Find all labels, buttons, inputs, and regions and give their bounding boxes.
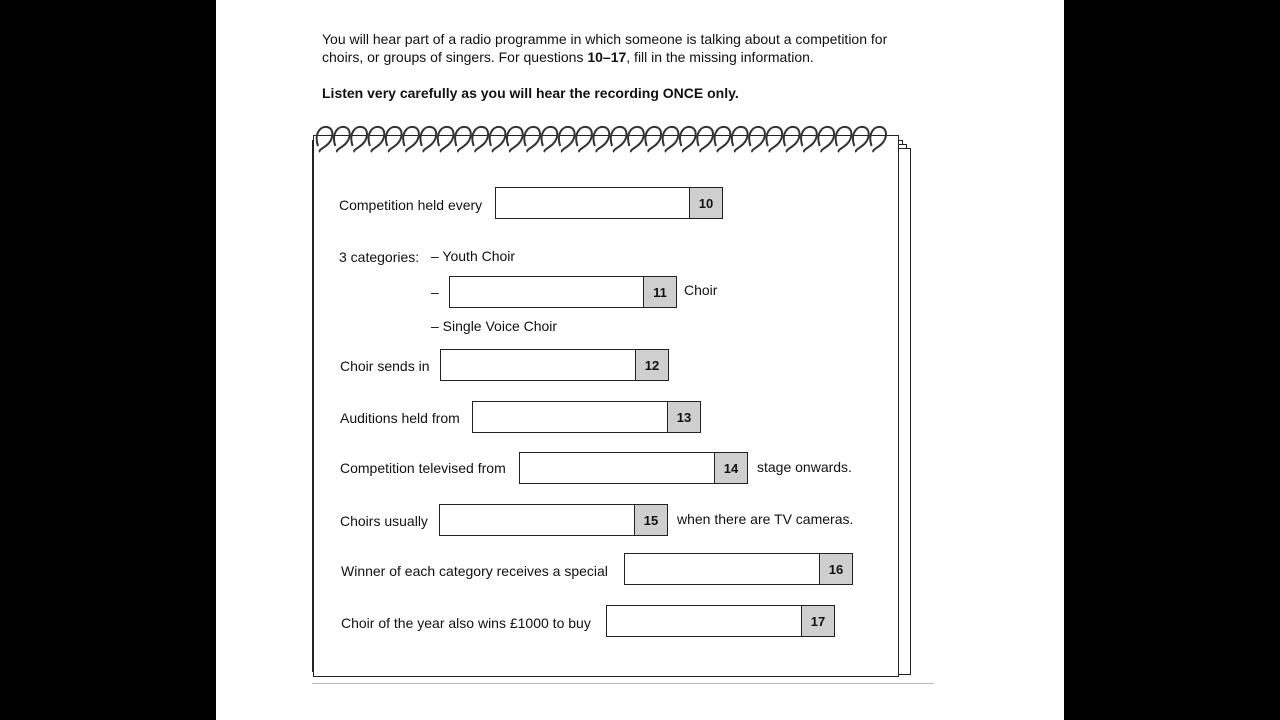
q15-after: when there are TV cameras. (677, 511, 854, 527)
spiral-coil (386, 127, 402, 152)
spiral-coil (680, 127, 696, 152)
q16-number: 16 (819, 554, 852, 584)
instructions-line-1: You will hear part of a radio programme in which someone is talking about a competition for (322, 31, 888, 47)
instructions-line-2a: choirs, or groups of singers. For questions (322, 49, 588, 65)
spiral-coil (715, 127, 731, 152)
spiral-coil (611, 127, 627, 152)
categories-label: 3 categories: (339, 249, 420, 265)
q14-after: stage onwards. (757, 459, 852, 475)
spiral-coil (645, 127, 661, 152)
spiral-coil (663, 127, 679, 152)
q10-label: Competition held every (339, 197, 483, 213)
spiral-coil (472, 127, 488, 152)
q10-number: 10 (689, 188, 722, 218)
spiral-coil (732, 127, 748, 152)
q11-answer-box[interactable] (449, 276, 677, 308)
q13-label: Auditions held from (340, 410, 460, 426)
category-youth-choir: – Youth Choir (431, 248, 516, 264)
question-range: 10–17 (587, 49, 627, 65)
q15-label: Choirs usually (340, 513, 428, 529)
q14-label: Competition televised from (340, 460, 506, 476)
spiral-coil (818, 127, 834, 152)
q14-number: 14 (714, 453, 747, 483)
spiral-binding-icon (314, 120, 894, 156)
spiral-coil (870, 127, 886, 152)
spiral-coil (697, 127, 713, 152)
instructions (322, 30, 922, 66)
q13-answer-box[interactable] (472, 401, 701, 433)
q13-number: 13 (667, 402, 700, 432)
category-dash: – (431, 284, 439, 300)
q12-answer-box[interactable] (440, 349, 669, 381)
spiral-coil (524, 127, 540, 152)
notebook (313, 135, 899, 677)
category-single-voice-choir: – Single Voice Choir (431, 318, 558, 334)
spiral-coil (767, 127, 783, 152)
q11-number: 11 (643, 277, 676, 307)
spiral-coil (542, 127, 558, 152)
listen-instruction: Listen very carefully as you will hear the recording ONCE only. (322, 85, 739, 101)
spiral-coil (784, 127, 800, 152)
spiral-coil (853, 127, 869, 152)
q17-number: 17 (801, 606, 834, 636)
q17-label: Choir of the year also wins £1000 to buy (341, 615, 591, 631)
q15-answer-box[interactable] (439, 504, 668, 536)
instructions-line-2c: , fill in the missing information. (626, 49, 814, 65)
spiral-coil (507, 127, 523, 152)
spiral-coil (369, 127, 385, 152)
spiral-coil (576, 127, 592, 152)
spiral-coil (490, 127, 506, 152)
q16-answer-box[interactable] (624, 553, 853, 585)
spiral-coil (628, 127, 644, 152)
spiral-coil (559, 127, 575, 152)
spiral-coil (594, 127, 610, 152)
spiral-coil (836, 127, 852, 152)
spiral-coil (455, 127, 471, 152)
q14-answer-box[interactable] (519, 452, 748, 484)
q11-after: Choir (684, 282, 718, 298)
worksheet-page (216, 0, 1064, 720)
q16-label: Winner of each category receives a special (341, 563, 608, 579)
q12-number: 12 (635, 350, 668, 380)
spiral-coil (334, 127, 350, 152)
q10-answer-box[interactable] (495, 187, 723, 219)
q15-number: 15 (634, 505, 667, 535)
spiral-coil (749, 127, 765, 152)
spiral-coil (351, 127, 367, 152)
spiral-coil (403, 127, 419, 152)
spiral-coil (801, 127, 817, 152)
spiral-coil (438, 127, 454, 152)
q12-label: Choir sends in (340, 358, 430, 374)
spiral-coil (317, 127, 333, 152)
page-baseline (312, 683, 934, 684)
spiral-coil (421, 127, 437, 152)
q17-answer-box[interactable] (606, 605, 835, 637)
